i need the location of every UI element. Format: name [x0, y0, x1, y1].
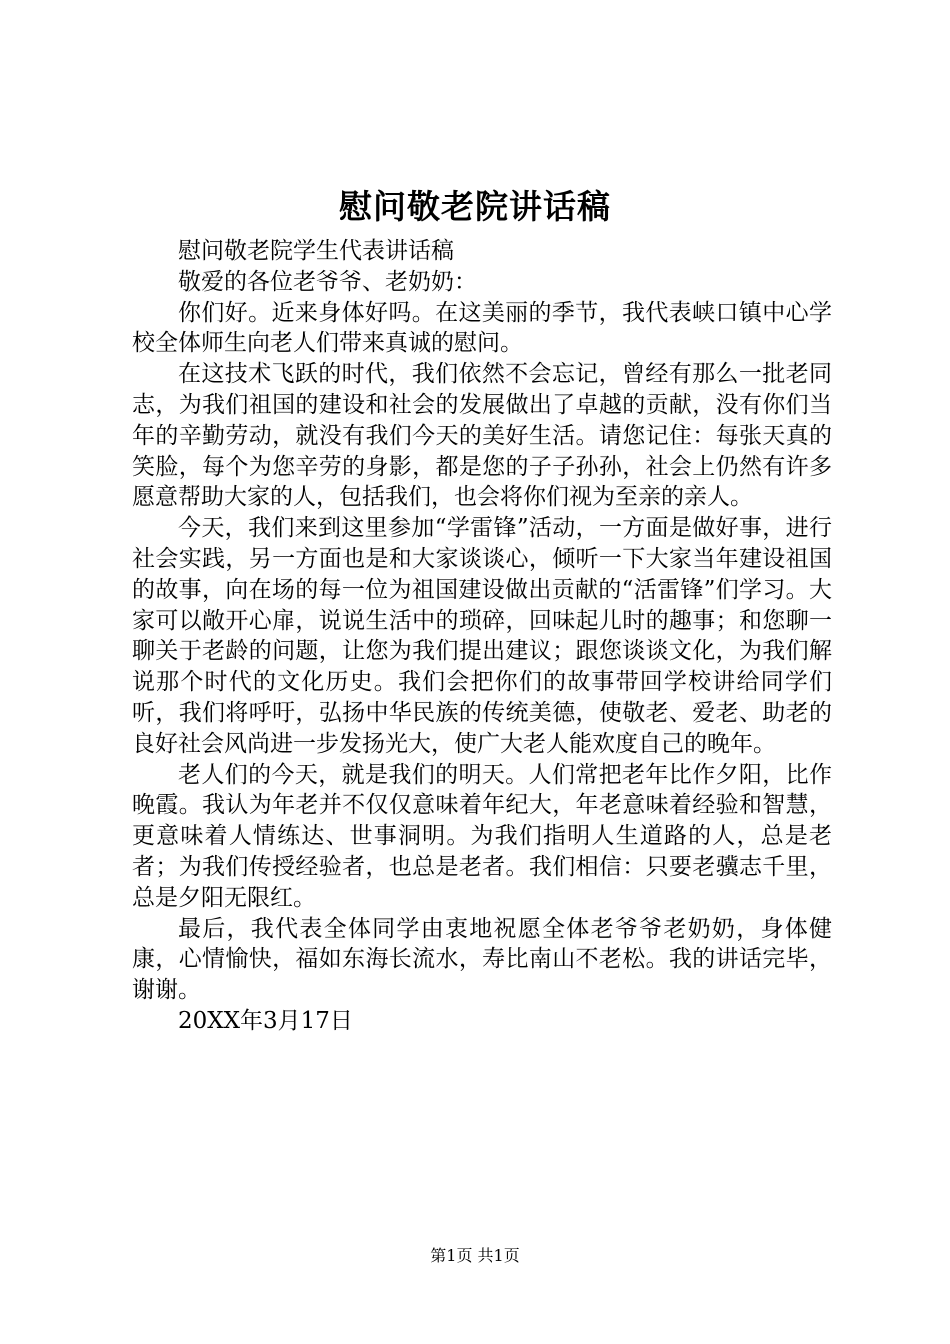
document-body: [132, 236, 832, 1037]
paragraph-greeting: 你们好。近来身体好吗。在这美丽的季节，我代表峡口镇中心学校全体师生向老人们带来真诚的慰问。: [132, 299, 832, 357]
document-title: 慰问敬老院讲话稿: [339, 187, 611, 226]
document-date: 20XX年3月17日: [178, 1007, 353, 1034]
paragraph-closing: 最后，我代表全体同学由衷地祝愿全体老爷爷老奶奶，身体健康，心情愉快，福如东海长流水，寿比南山不老松。我的讲话完毕，谢谢。: [132, 915, 832, 1004]
page-number: 第1页 共1页: [430, 1246, 520, 1265]
paragraph-elders: 老人们的今天，就是我们的明天。人们常把老年比作夕阳，比作晚霞。我认为年老并不仅仅意味着年纪大，年老意味着经验和智慧，更意味着人情练达、世事洞明。为我们指明人生道路的人，总是老者；为我们传授经验者，也总是老者。我们相信：只要老骥志千里，总是夕阳无限红。: [132, 761, 832, 911]
speech-subtitle: 慰问敬老院学生代表讲话稿: [178, 238, 454, 264]
paragraph-gratitude: 在这技术飞跃的时代，我们依然不会忘记，曾经有那么一批老同志，为我们祖国的建设和社会的发展做出了卓越的贡献，没有你们当年的辛勤劳动，就没有我们今天的美好生活。请您记住：每张天真的笑脸，每个为您辛劳的身影，都是您的子子孙孙，社会上仍然有许多愿意帮助大家的人，包括我们，也会将你们视为至亲的亲人。: [132, 361, 832, 511]
paragraph-activity: 今天，我们来到这里参加“学雷锋”活动，一方面是做好事，进行社会实践，另一方面也是和大家谈谈心，倾听一下大家当年建设祖国的故事，向在场的每一位为祖国建设做出贡献的“活雷锋”们学习。大家可以敞开心扉，说说生活中的琐碎，回味起儿时的趣事；和您聊一聊关于老龄的问题，让您为我们提出建议；跟您谈谈文化，为我们解说那个时代的文化历史。我们会把你们的故事带回学校讲给同学们听，我们将呼吁，弘扬中华民族的传统美德，使敬老、爱老、助老的良好社会风尚进一步发扬光大，使广大老人能欢度自己的晚年。: [132, 515, 832, 757]
salutation: 敬爱的各位老爷爷、老奶奶：: [178, 268, 477, 295]
